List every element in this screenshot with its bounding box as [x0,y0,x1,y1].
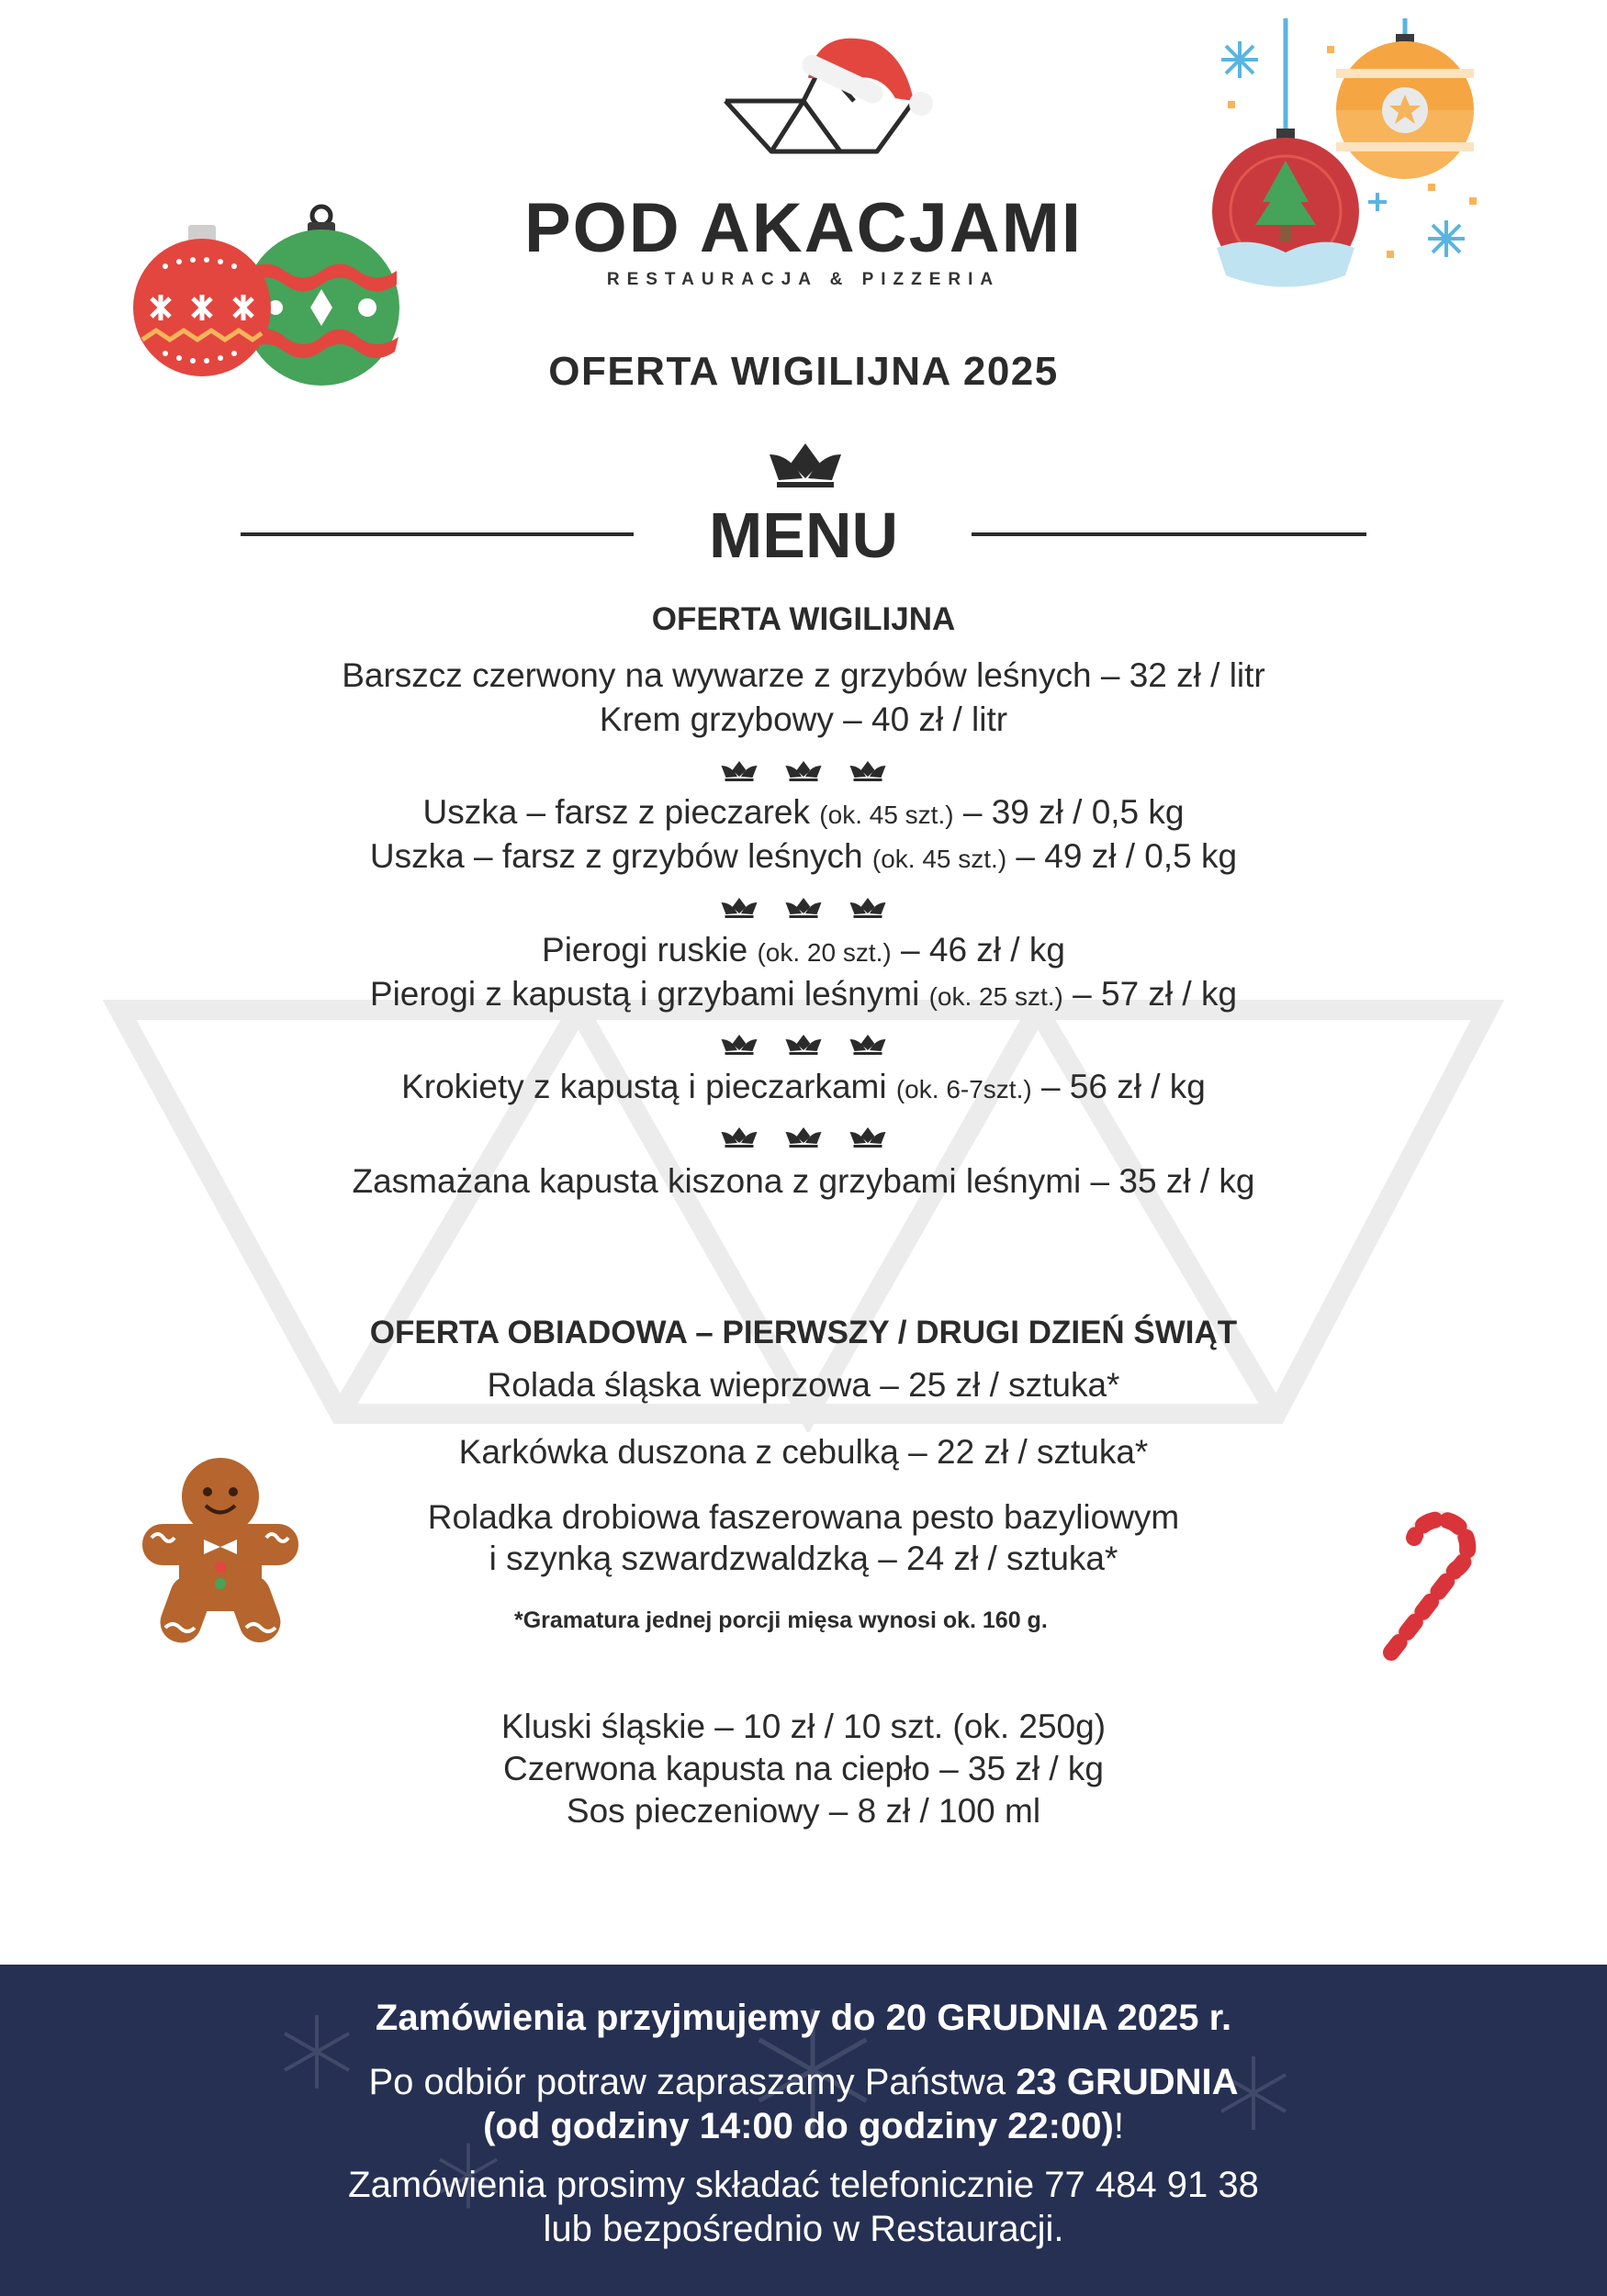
logo-mark-icon [716,23,937,161]
menu-item: Zasmażana kapusta kiszona z grzybami leśnymi – 35 zł / kg [352,1162,1255,1200]
lotus-small-icon [849,761,886,781]
lotus-small-icon [849,898,886,918]
menu-item: Pierogi ruskie (ok. 20 szt.) – 46 zł / kg [542,931,1065,969]
menu-item: i szynką szwardzwaldzką – 24 zł / sztuka* [489,1540,1118,1577]
lotus-small-icon [721,898,758,918]
lotus-small-icon [785,1127,822,1148]
side-item: Czerwona kapusta na ciepło – 35 zł / kg [502,1750,1105,1787]
pickup-info: Po odbiór potraw zapraszamy Państwa 23 GRUDNIA (od godziny 14:00 do godziny 22:00)! [368,2062,1239,2146]
section-heading-obiad: OFERTA OBIADOWA – PIERWSZY / DRUGI DZIEŃ ŚWIĄT [369,1315,1238,1350]
contact-info: Zamówienia prosimy składać telefonicznie 77 484 91 38 lub bezpośrednio w Restauracji. [348,2165,1259,2249]
order-deadline: Zamówienia przyjmujemy do 20 GRUDNIA 2025 r. [375,1998,1232,2038]
separator-lotus [0,761,1607,781]
portion-note: *Gramatura jednej porcji mięsa wynosi ok. 160 g. [514,1607,1048,1633]
menu-item: Krokiety z kapustą i pieczarkami (ok. 6-7szt.) – 56 zł / kg [401,1068,1206,1105]
separator-lotus [0,898,1607,918]
menu-item: Barszcz czerwony na wywarze z grzybów leśnych – 32 zł / litr [342,656,1265,694]
side-item: Kluski śląskie – 10 zł / 10 szt. (ok. 250g) [500,1708,1107,1745]
side-item: Sos pieczeniowy – 8 zł / 100 ml [566,1792,1041,1830]
separator-lotus [0,1035,1607,1055]
footer-banner [0,1965,1607,2296]
menu-item: Karkówka duszona z cebulką – 22 zł / sztuka* [458,1433,1149,1471]
lotus-small-icon [849,1035,886,1055]
lotus-small-icon [785,898,822,918]
offer-title: OFERTA WIGILIJNA 2025 [548,349,1059,394]
menu-item: Krem grzybowy – 40 zł / litr [599,700,1008,738]
menu-title: MENU [708,499,899,571]
separator-lotus [0,1127,1607,1148]
lotus-small-icon [849,1127,886,1148]
section-heading-wigilia: OFERTA WIGILIJNA [651,601,956,637]
menu-item: Roladka drobiowa faszerowana pesto bazyliowym [427,1498,1180,1536]
brand-tagline: RESTAURACJA & PIZZERIA [606,270,1001,289]
brand-name: POD AKACJAMI [523,189,1084,267]
lotus-small-icon [721,761,758,781]
menu-item: Pierogi z kapustą i grzybami leśnymi (ok. 25 szt.) – 57 zł / kg [369,975,1238,1013]
lotus-small-icon [785,761,822,781]
menu-item: Rolada śląska wieprzowa – 25 zł / sztuka* [487,1366,1120,1404]
lotus-small-icon [721,1127,758,1148]
lotus-small-icon [785,1035,822,1055]
menu-item: Uszka – farsz z pieczarek (ok. 45 szt.) – 39 zł / 0,5 kg [422,793,1185,831]
menu-item: Uszka – farsz z grzybów leśnych (ok. 45 szt.) – 49 zł / 0,5 kg [369,837,1238,875]
lotus-small-icon [721,1035,758,1055]
lotus-icon [770,443,841,489]
